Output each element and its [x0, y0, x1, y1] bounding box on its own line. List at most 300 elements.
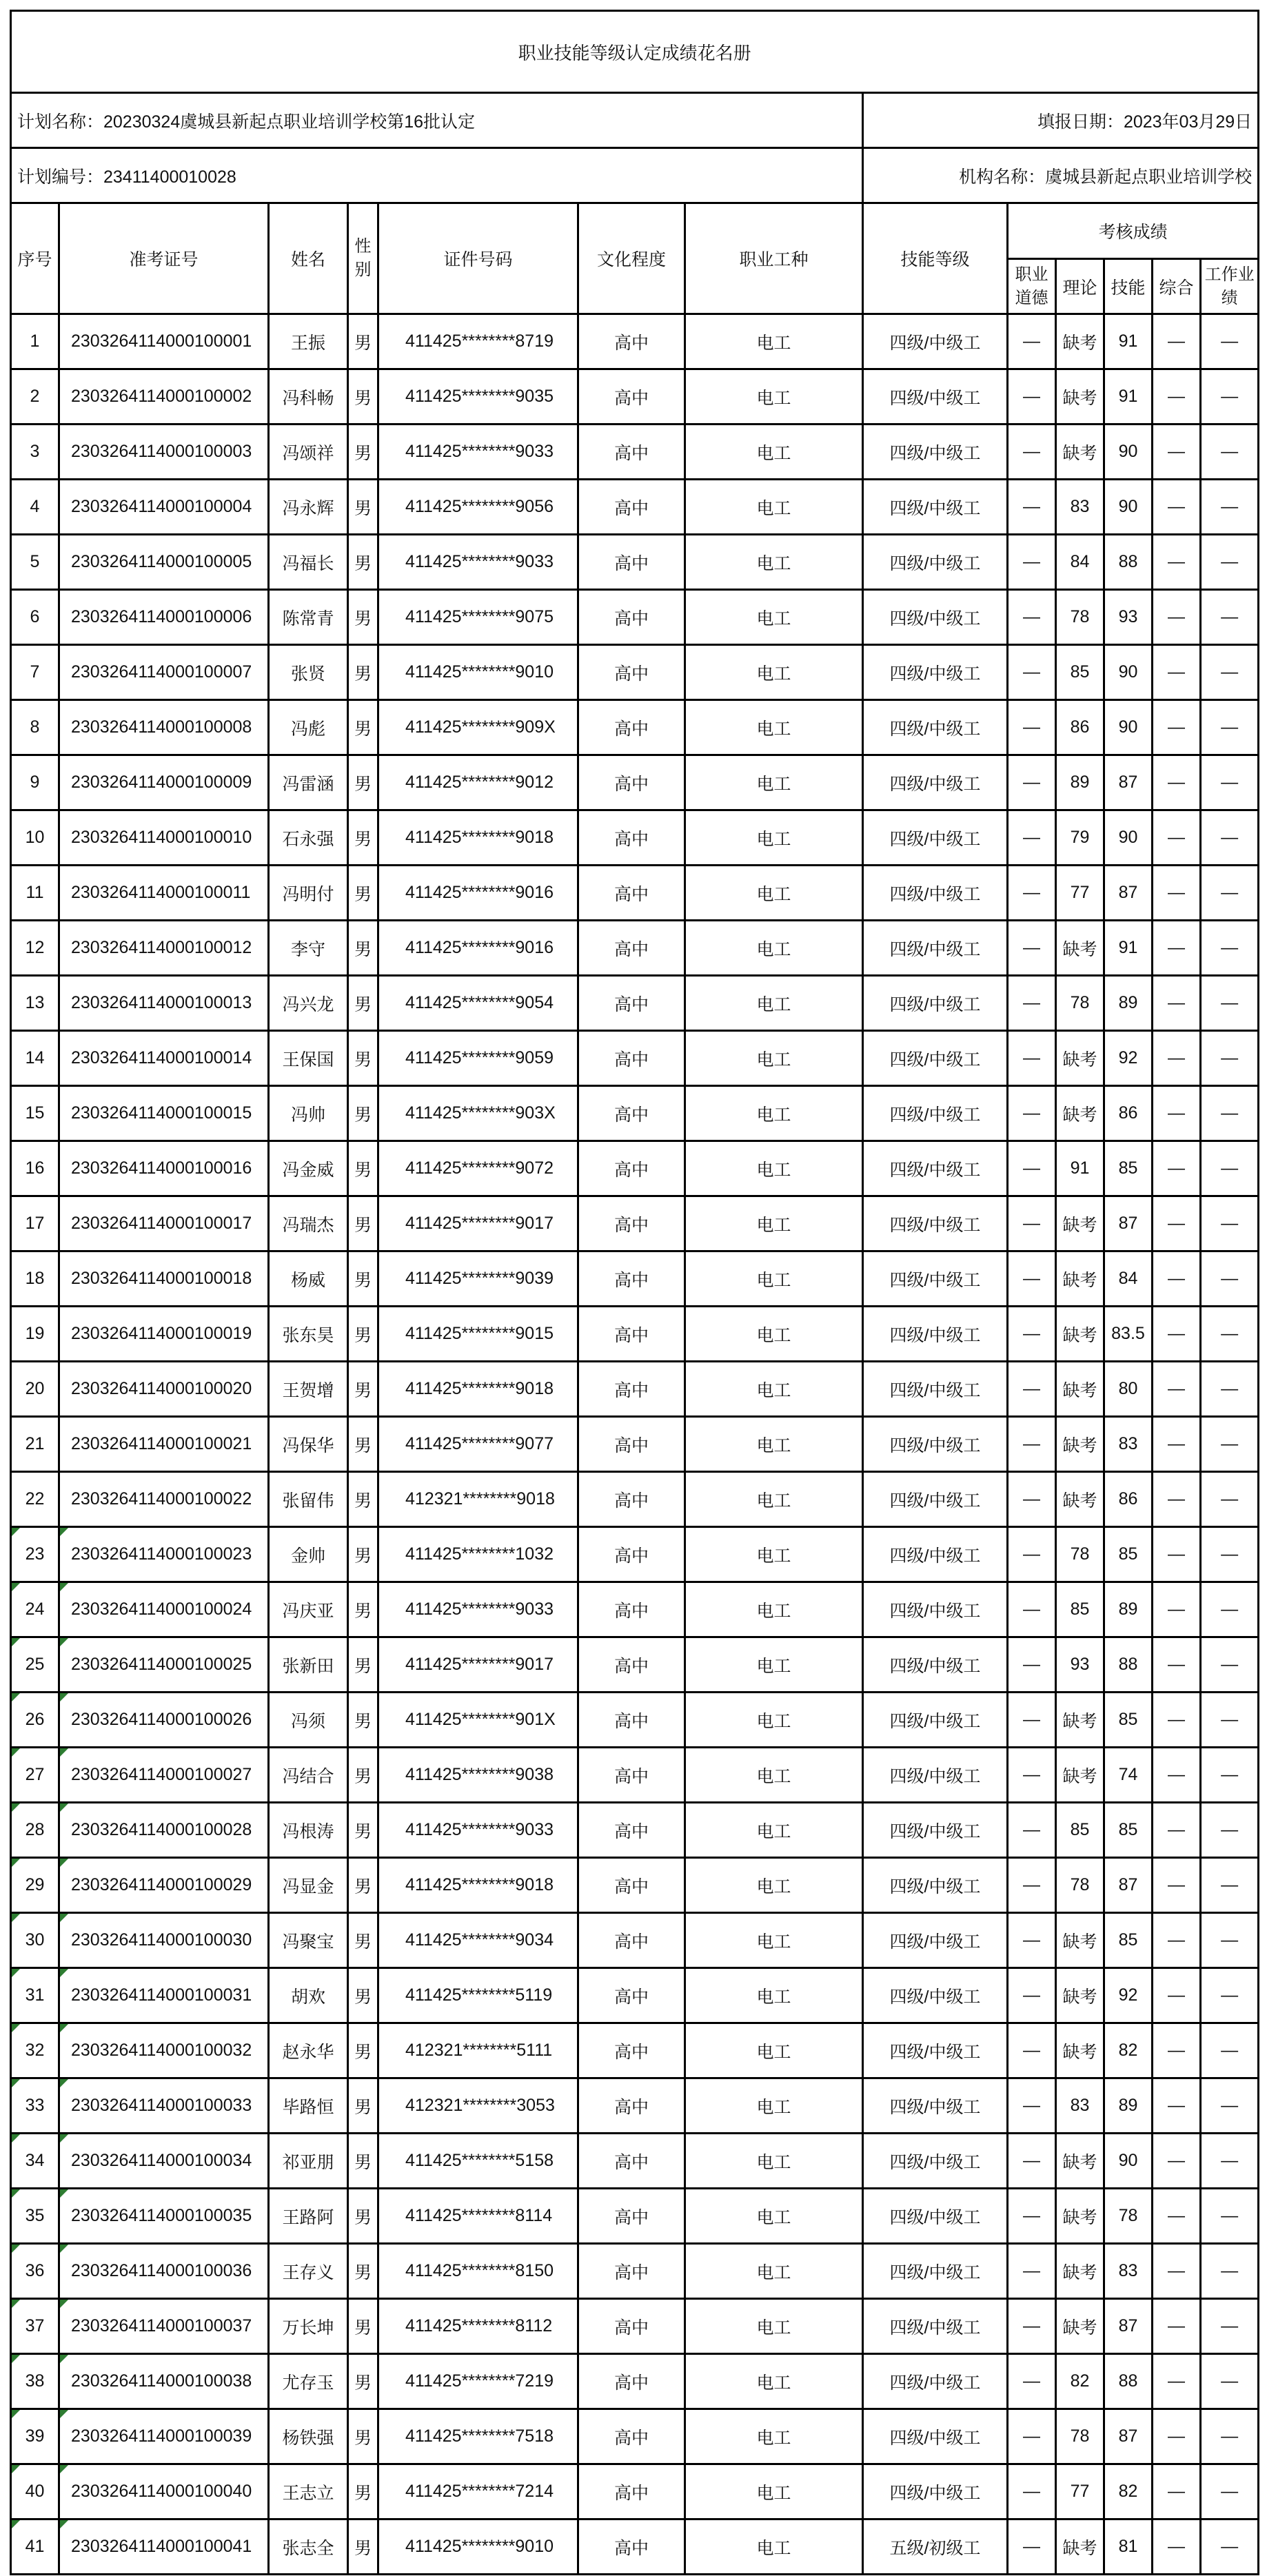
cell-ethics: —	[1008, 1251, 1056, 1307]
table-row	[11, 1307, 1259, 1362]
table-row	[11, 1362, 1259, 1417]
cell-education: 高中	[578, 1141, 685, 1196]
cell-performance: —	[1201, 1086, 1259, 1141]
cell-skill: 85	[1104, 1527, 1153, 1582]
cell-level: 四级/中级工	[863, 2409, 1008, 2464]
fill-date: 填报日期：2023年03月29日	[863, 93, 1259, 148]
cell-seq: 15	[11, 1086, 59, 1141]
cell-name: 石永强	[269, 810, 348, 866]
header-performance: 工作业绩	[1201, 259, 1259, 314]
cell-theory: 86	[1056, 700, 1104, 755]
cell-gender: 男	[348, 369, 378, 425]
cell-theory: 缺考	[1056, 1362, 1104, 1417]
cell-level: 四级/中级工	[863, 1141, 1008, 1196]
header-ethics: 职业道德	[1008, 259, 1056, 314]
cell-overall: —	[1153, 1693, 1201, 1748]
cell-level: 四级/中级工	[863, 2189, 1008, 2244]
cell-overall: —	[1153, 1582, 1201, 1637]
cell-ethics: —	[1008, 1748, 1056, 1803]
cell-id-no: 411425********9038	[378, 1748, 578, 1803]
cell-id-no: 411425********9018	[378, 810, 578, 866]
cell-overall: —	[1153, 2519, 1201, 2575]
cell-skill: 82	[1104, 2023, 1153, 2078]
cell-performance: —	[1201, 590, 1259, 645]
header-occupation: 职业工种	[685, 203, 863, 314]
cell-id-no: 412321********3053	[378, 2078, 578, 2134]
cell-id-no: 411425********9075	[378, 590, 578, 645]
cell-id-no: 411425********8114	[378, 2189, 578, 2244]
cell-occupation: 电工	[685, 976, 863, 1031]
cell-overall: —	[1153, 1913, 1201, 1968]
cell-exam-no: 2303264114000100014	[59, 1031, 269, 1086]
table-row	[11, 2078, 1259, 2134]
cell-level: 四级/中级工	[863, 1968, 1008, 2023]
table-row	[11, 866, 1259, 921]
cell-gender: 男	[348, 1527, 378, 1582]
cell-education: 高中	[578, 1913, 685, 1968]
cell-overall: —	[1153, 810, 1201, 866]
cell-name: 冯显金	[269, 1858, 348, 1913]
cell-gender: 男	[348, 1417, 378, 1472]
cell-exam-no: 2303264114000100005	[59, 535, 269, 590]
cell-id-no: 412321********5111	[378, 2023, 578, 2078]
cell-gender: 男	[348, 645, 378, 700]
cell-performance: —	[1201, 425, 1259, 480]
cell-seq: 5	[11, 535, 59, 590]
cell-name: 王贺增	[269, 1362, 348, 1417]
cell-id-no: 411425********9016	[378, 921, 578, 976]
cell-occupation: 电工	[685, 1582, 863, 1637]
cell-gender: 男	[348, 921, 378, 976]
cell-seq: 6	[11, 590, 59, 645]
cell-occupation: 电工	[685, 1527, 863, 1582]
cell-seq: 9	[11, 755, 59, 810]
cell-gender: 男	[348, 2134, 378, 2189]
cell-name: 冯雷涵	[269, 755, 348, 810]
cell-overall: —	[1153, 1141, 1201, 1196]
cell-skill: 87	[1104, 1858, 1153, 1913]
cell-id-no: 411425********7214	[378, 2464, 578, 2519]
cell-theory: 缺考	[1056, 1086, 1104, 1141]
cell-skill: 92	[1104, 1031, 1153, 1086]
cell-id-no: 411425********7518	[378, 2409, 578, 2464]
cell-exam-no: 2303264114000100022	[59, 1472, 269, 1527]
cell-performance: —	[1201, 1637, 1259, 1693]
cell-ethics: —	[1008, 2299, 1056, 2354]
cell-overall: —	[1153, 1417, 1201, 1472]
cell-education: 高中	[578, 1362, 685, 1417]
cell-theory: 缺考	[1056, 2519, 1104, 2575]
cell-seq: 20	[11, 1362, 59, 1417]
header-scores: 考核成绩	[1008, 203, 1259, 259]
cell-exam-no: 2303264114000100021	[59, 1417, 269, 1472]
cell-skill: 88	[1104, 1637, 1153, 1693]
cell-exam-no: 2303264114000100034	[59, 2134, 269, 2189]
cell-ethics: —	[1008, 1913, 1056, 1968]
cell-seq: 21	[11, 1417, 59, 1472]
cell-theory: 77	[1056, 2464, 1104, 2519]
cell-education: 高中	[578, 1251, 685, 1307]
cell-gender: 男	[348, 1196, 378, 1251]
cell-occupation: 电工	[685, 1472, 863, 1527]
header-overall: 综合	[1153, 259, 1201, 314]
table-row	[11, 425, 1259, 480]
cell-overall: —	[1153, 1748, 1201, 1803]
cell-exam-no: 2303264114000100039	[59, 2409, 269, 2464]
cell-theory: 缺考	[1056, 2134, 1104, 2189]
cell-ethics: —	[1008, 1141, 1056, 1196]
cell-exam-no: 2303264114000100032	[59, 2023, 269, 2078]
cell-performance: —	[1201, 2464, 1259, 2519]
cell-skill: 81	[1104, 2519, 1153, 2575]
cell-education: 高中	[578, 2189, 685, 2244]
cell-education: 高中	[578, 1472, 685, 1527]
cell-skill: 83	[1104, 2244, 1153, 2299]
cell-gender: 男	[348, 425, 378, 480]
cell-id-no: 411425********901X	[378, 1693, 578, 1748]
cell-education: 高中	[578, 2464, 685, 2519]
cell-skill: 87	[1104, 2299, 1153, 2354]
cell-gender: 男	[348, 1251, 378, 1307]
cell-ethics: —	[1008, 976, 1056, 1031]
cell-gender: 男	[348, 1582, 378, 1637]
table-row	[11, 2134, 1259, 2189]
cell-level: 四级/中级工	[863, 1251, 1008, 1307]
cell-performance: —	[1201, 2023, 1259, 2078]
cell-exam-no: 2303264114000100040	[59, 2464, 269, 2519]
header-education: 文化程度	[578, 203, 685, 314]
cell-seq: 36	[11, 2244, 59, 2299]
cell-theory: 缺考	[1056, 1196, 1104, 1251]
cell-theory: 缺考	[1056, 369, 1104, 425]
cell-overall: —	[1153, 314, 1201, 369]
cell-name: 王保国	[269, 1031, 348, 1086]
cell-skill: 90	[1104, 2134, 1153, 2189]
cell-overall: —	[1153, 1196, 1201, 1251]
cell-name: 冯科畅	[269, 369, 348, 425]
cell-name: 冯瑞杰	[269, 1196, 348, 1251]
cell-gender: 男	[348, 2409, 378, 2464]
cell-seq: 26	[11, 1693, 59, 1748]
cell-gender: 男	[348, 2078, 378, 2134]
cell-performance: —	[1201, 314, 1259, 369]
cell-level: 四级/中级工	[863, 480, 1008, 535]
cell-performance: —	[1201, 1527, 1259, 1582]
cell-id-no: 411425********9017	[378, 1196, 578, 1251]
cell-seq: 25	[11, 1637, 59, 1693]
table-row	[11, 1417, 1259, 1472]
cell-theory: 83	[1056, 2078, 1104, 2134]
cell-theory: 78	[1056, 2409, 1104, 2464]
table-row	[11, 700, 1259, 755]
cell-education: 高中	[578, 1086, 685, 1141]
cell-education: 高中	[578, 2078, 685, 2134]
cell-skill: 91	[1104, 314, 1153, 369]
cell-id-no: 411425********9033	[378, 1803, 578, 1858]
cell-skill: 89	[1104, 1582, 1153, 1637]
cell-name: 冯金威	[269, 1141, 348, 1196]
cell-occupation: 电工	[685, 921, 863, 976]
cell-seq: 1	[11, 314, 59, 369]
cell-ethics: —	[1008, 1196, 1056, 1251]
cell-theory: 缺考	[1056, 1748, 1104, 1803]
cell-theory: 78	[1056, 1527, 1104, 1582]
cell-exam-no: 2303264114000100018	[59, 1251, 269, 1307]
cell-occupation: 电工	[685, 2244, 863, 2299]
cell-performance: —	[1201, 1748, 1259, 1803]
cell-theory: 缺考	[1056, 2299, 1104, 2354]
cell-level: 四级/中级工	[863, 425, 1008, 480]
cell-theory: 缺考	[1056, 1968, 1104, 2023]
cell-education: 高中	[578, 1196, 685, 1251]
cell-education: 高中	[578, 2409, 685, 2464]
cell-overall: —	[1153, 1637, 1201, 1693]
cell-skill: 88	[1104, 535, 1153, 590]
table-row	[11, 480, 1259, 535]
cell-performance: —	[1201, 1031, 1259, 1086]
cell-ethics: —	[1008, 2519, 1056, 2575]
cell-ethics: —	[1008, 369, 1056, 425]
cell-level: 四级/中级工	[863, 1307, 1008, 1362]
cell-ethics: —	[1008, 1362, 1056, 1417]
cell-ethics: —	[1008, 2078, 1056, 2134]
cell-performance: —	[1201, 1417, 1259, 1472]
cell-overall: —	[1153, 1251, 1201, 1307]
cell-overall: —	[1153, 480, 1201, 535]
cell-exam-no: 2303264114000100027	[59, 1748, 269, 1803]
cell-name: 张志全	[269, 2519, 348, 2575]
cell-theory: 82	[1056, 2354, 1104, 2409]
cell-overall: —	[1153, 2299, 1201, 2354]
cell-occupation: 电工	[685, 1858, 863, 1913]
table-row	[11, 535, 1259, 590]
cell-occupation: 电工	[685, 1086, 863, 1141]
cell-gender: 男	[348, 314, 378, 369]
header-skill: 技能	[1104, 259, 1153, 314]
cell-theory: 缺考	[1056, 314, 1104, 369]
cell-id-no: 411425********9077	[378, 1417, 578, 1472]
cell-occupation: 电工	[685, 1307, 863, 1362]
cell-skill: 83	[1104, 1417, 1153, 1472]
cell-exam-no: 2303264114000100016	[59, 1141, 269, 1196]
cell-exam-no: 2303264114000100007	[59, 645, 269, 700]
cell-seq: 11	[11, 866, 59, 921]
cell-overall: —	[1153, 425, 1201, 480]
cell-theory: 缺考	[1056, 1251, 1104, 1307]
cell-theory: 缺考	[1056, 1472, 1104, 1527]
cell-overall: —	[1153, 1472, 1201, 1527]
table-row	[11, 1031, 1259, 1086]
table-row	[11, 921, 1259, 976]
cell-seq: 7	[11, 645, 59, 700]
cell-level: 四级/中级工	[863, 1362, 1008, 1417]
cell-overall: —	[1153, 866, 1201, 921]
cell-exam-no: 2303264114000100006	[59, 590, 269, 645]
cell-seq: 14	[11, 1031, 59, 1086]
cell-id-no: 411425********9033	[378, 425, 578, 480]
cell-occupation: 电工	[685, 480, 863, 535]
header-level: 技能等级	[863, 203, 1008, 314]
cell-seq: 22	[11, 1472, 59, 1527]
cell-seq: 8	[11, 700, 59, 755]
cell-exam-no: 2303264114000100004	[59, 480, 269, 535]
cell-gender: 男	[348, 1086, 378, 1141]
cell-ethics: —	[1008, 2409, 1056, 2464]
cell-name: 冯聚宝	[269, 1913, 348, 1968]
cell-overall: —	[1153, 1362, 1201, 1417]
cell-performance: —	[1201, 2189, 1259, 2244]
cell-education: 高中	[578, 2134, 685, 2189]
cell-gender: 男	[348, 590, 378, 645]
cell-exam-no: 2303264114000100023	[59, 1527, 269, 1582]
cell-seq: 16	[11, 1141, 59, 1196]
cell-theory: 77	[1056, 866, 1104, 921]
cell-ethics: —	[1008, 535, 1056, 590]
table-row	[11, 1141, 1259, 1196]
cell-level: 四级/中级工	[863, 2023, 1008, 2078]
cell-gender: 男	[348, 2519, 378, 2575]
table-row	[11, 1693, 1259, 1748]
cell-exam-no: 2303264114000100029	[59, 1858, 269, 1913]
cell-occupation: 电工	[685, 314, 863, 369]
cell-overall: —	[1153, 1086, 1201, 1141]
cell-exam-no: 2303264114000100017	[59, 1196, 269, 1251]
cell-ethics: —	[1008, 700, 1056, 755]
cell-name: 冯福长	[269, 535, 348, 590]
cell-theory: 缺考	[1056, 2244, 1104, 2299]
cell-level: 五级/初级工	[863, 2519, 1008, 2575]
cell-id-no: 411425********9033	[378, 1582, 578, 1637]
cell-gender: 男	[348, 976, 378, 1031]
table-row	[11, 369, 1259, 425]
cell-performance: —	[1201, 369, 1259, 425]
cell-exam-no: 2303264114000100012	[59, 921, 269, 976]
cell-performance: —	[1201, 866, 1259, 921]
cell-overall: —	[1153, 1307, 1201, 1362]
cell-exam-no: 2303264114000100001	[59, 314, 269, 369]
cell-gender: 男	[348, 2023, 378, 2078]
cell-id-no: 411425********9072	[378, 1141, 578, 1196]
cell-occupation: 电工	[685, 590, 863, 645]
cell-ethics: —	[1008, 866, 1056, 921]
cell-ethics: —	[1008, 1307, 1056, 1362]
cell-gender: 男	[348, 480, 378, 535]
cell-education: 高中	[578, 700, 685, 755]
cell-gender: 男	[348, 1031, 378, 1086]
table-row	[11, 1086, 1259, 1141]
cell-education: 高中	[578, 2519, 685, 2575]
cell-name: 冯保华	[269, 1417, 348, 1472]
cell-id-no: 411425********9059	[378, 1031, 578, 1086]
cell-seq: 19	[11, 1307, 59, 1362]
cell-skill: 85	[1104, 1141, 1153, 1196]
cell-exam-no: 2303264114000100036	[59, 2244, 269, 2299]
cell-overall: —	[1153, 2023, 1201, 2078]
cell-education: 高中	[578, 1803, 685, 1858]
table-row	[11, 590, 1259, 645]
cell-name: 冯兴龙	[269, 976, 348, 1031]
cell-theory: 缺考	[1056, 2023, 1104, 2078]
cell-level: 四级/中级工	[863, 1582, 1008, 1637]
cell-gender: 男	[348, 755, 378, 810]
cell-gender: 男	[348, 1748, 378, 1803]
cell-id-no: 411425********9054	[378, 976, 578, 1031]
cell-level: 四级/中级工	[863, 866, 1008, 921]
cell-overall: —	[1153, 645, 1201, 700]
cell-theory: 缺考	[1056, 921, 1104, 976]
cell-performance: —	[1201, 1362, 1259, 1417]
cell-exam-no: 2303264114000100038	[59, 2354, 269, 2409]
org-name: 机构名称：虞城县新起点职业培训学校	[863, 148, 1259, 203]
cell-level: 四级/中级工	[863, 1417, 1008, 1472]
cell-performance: —	[1201, 2409, 1259, 2464]
cell-ethics: —	[1008, 1582, 1056, 1637]
cell-gender: 男	[348, 2244, 378, 2299]
cell-name: 毕路恒	[269, 2078, 348, 2134]
cell-education: 高中	[578, 425, 685, 480]
table-row	[11, 2464, 1259, 2519]
header-seq: 序号	[11, 203, 59, 314]
cell-overall: —	[1153, 921, 1201, 976]
table-row	[11, 1748, 1259, 1803]
cell-name: 冯彪	[269, 700, 348, 755]
cell-level: 四级/中级工	[863, 755, 1008, 810]
cell-theory: 78	[1056, 976, 1104, 1031]
cell-skill: 80	[1104, 1362, 1153, 1417]
cell-occupation: 电工	[685, 2134, 863, 2189]
cell-theory: 78	[1056, 1858, 1104, 1913]
cell-performance: —	[1201, 1968, 1259, 2023]
cell-seq: 40	[11, 2464, 59, 2519]
table-row	[11, 1472, 1259, 1527]
cell-ethics: —	[1008, 1693, 1056, 1748]
cell-performance: —	[1201, 810, 1259, 866]
cell-seq: 28	[11, 1803, 59, 1858]
cell-education: 高中	[578, 1417, 685, 1472]
cell-performance: —	[1201, 1307, 1259, 1362]
cell-name: 冯明付	[269, 866, 348, 921]
cell-occupation: 电工	[685, 1693, 863, 1748]
cell-name: 胡欢	[269, 1968, 348, 2023]
cell-name: 王存义	[269, 2244, 348, 2299]
cell-skill: 82	[1104, 2464, 1153, 2519]
cell-id-no: 411425********9010	[378, 645, 578, 700]
cell-overall: —	[1153, 535, 1201, 590]
cell-theory: 缺考	[1056, 1417, 1104, 1472]
cell-occupation: 电工	[685, 1803, 863, 1858]
cell-education: 高中	[578, 480, 685, 535]
cell-overall: —	[1153, 755, 1201, 810]
cell-seq: 39	[11, 2409, 59, 2464]
cell-seq: 29	[11, 1858, 59, 1913]
cell-skill: 88	[1104, 2354, 1153, 2409]
cell-exam-no: 2303264114000100033	[59, 2078, 269, 2134]
cell-occupation: 电工	[685, 2078, 863, 2134]
cell-theory: 78	[1056, 590, 1104, 645]
cell-skill: 90	[1104, 425, 1153, 480]
cell-occupation: 电工	[685, 645, 863, 700]
cell-exam-no: 2303264114000100020	[59, 1362, 269, 1417]
cell-education: 高中	[578, 645, 685, 700]
cell-name: 赵永华	[269, 2023, 348, 2078]
table-row	[11, 1913, 1259, 1968]
cell-level: 四级/中级工	[863, 1693, 1008, 1748]
cell-education: 高中	[578, 810, 685, 866]
cell-exam-no: 2303264114000100011	[59, 866, 269, 921]
cell-overall: —	[1153, 369, 1201, 425]
cell-skill: 90	[1104, 645, 1153, 700]
cell-overall: —	[1153, 1858, 1201, 1913]
